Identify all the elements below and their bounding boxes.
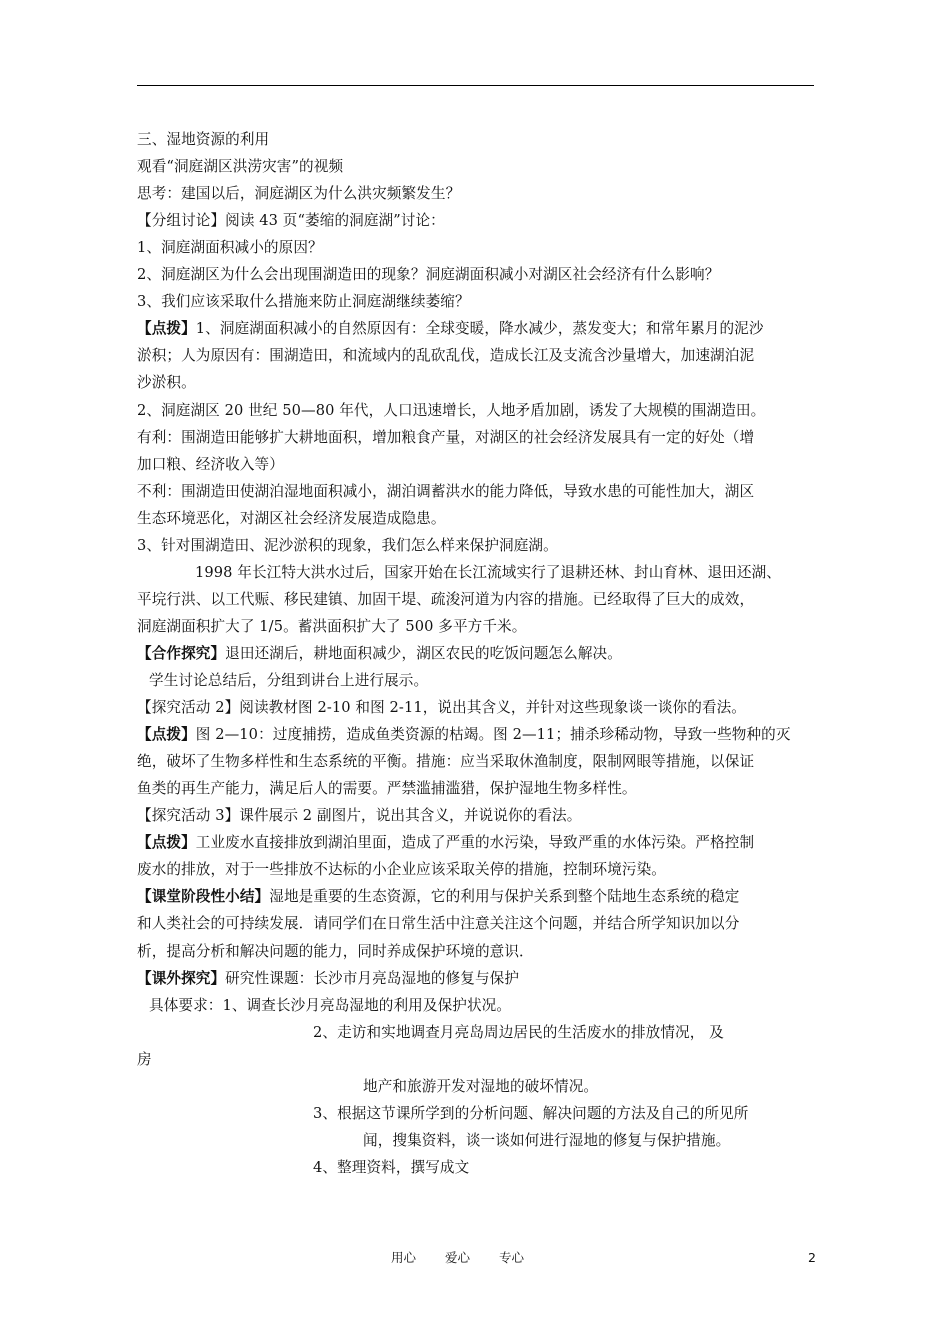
- text-segment: 3、针对围湖造田、泥沙淤积的现象，我们怎么样来保护洞庭湖。: [137, 536, 558, 554]
- text-segment: 平垸行洪、以工代赈、移民建镇、加固干堤、疏浚河道为内容的措施。已经取得了巨大的成效，: [137, 590, 755, 608]
- text-segment: 废水的排放，对于一些排放不达标的小企业应该采取关停的措施，控制环境污染。: [137, 861, 666, 879]
- text-segment: 和人类社会的可持续发展．请同学们在日常生活中注意关注这个问题，并结合所学知识加以分: [137, 915, 740, 933]
- text-segment: 生态环境恶化，对湖区社会经济发展造成隐患。: [137, 509, 446, 527]
- page-footer: [391, 1250, 549, 1266]
- text-line: [137, 883, 827, 911]
- text-segment: 研究性课题：长沙市月亮岛湿地的修复与保护: [225, 969, 520, 987]
- text-segment: 【探究活动 2】阅读教材图 2-10 和图 2-11，说出其含义，并针对这些现象谈一谈你的看法。: [137, 699, 746, 717]
- text-line: [137, 397, 827, 425]
- text-line: [137, 288, 827, 316]
- text-line: [313, 1154, 950, 1182]
- text-segment: 房: [137, 1050, 152, 1068]
- text-segment: 绝，破坏了生物多样性和生态系统的平衡。措施：应当采取休渔制度，限制网眼等措施，以保证: [137, 753, 755, 771]
- text-segment: 【探究活动 3】课件展示 2 副图片，说出其含义，并说说你的看法。: [137, 807, 582, 825]
- text-segment: 具体要求：1、调查长沙月亮岛湿地的利用及保护状况。: [149, 996, 512, 1014]
- text-segment: 淤积；人为原因有：围湖造田，和流域内的乱砍乱伐，造成长江及支流含沙量增大，加速湖泊泥: [137, 347, 755, 365]
- text-line: [137, 207, 827, 235]
- text-segment: 洞庭湖面积扩大了 1/5。蓄洪面积扩大了 500 多平方千米。: [137, 617, 527, 635]
- text-line: [137, 369, 827, 397]
- text-segment: 湿地是重要的生态资源，它的利用与保护关系到整个陆地生态系统的稳定: [269, 888, 740, 906]
- text-line: [137, 775, 827, 803]
- text-line: [195, 559, 885, 587]
- text-segment: 1998 年长江特大洪水过后，国家开始在长江流域实行了退耕还林、封山育林、退田还湖、: [195, 563, 781, 581]
- text-segment: 3、根据这节课所学到的分析问题、解决问题的方法及自己的所见所: [313, 1104, 749, 1122]
- text-segment: 工业废水直接排放到湖泊里面，造成了严重的水污染，导致严重的水体污染。严格控制: [195, 834, 755, 852]
- page-number: 2: [808, 1250, 816, 1265]
- text-line: [137, 126, 827, 154]
- text-segment: 学生讨论总结后，分组到讲台上进行展示。: [149, 672, 429, 689]
- text-line: [149, 992, 839, 1020]
- text-line: [137, 342, 827, 370]
- bracket-heading: 【点拨】: [137, 834, 196, 852]
- text-segment: 不利：围湖造田使湖泊湿地面积减小，湖泊调蓄洪水的能力降低，导致水患的可能性加大，湖区: [137, 482, 755, 500]
- text-line: [137, 153, 827, 181]
- text-line: [137, 586, 827, 614]
- text-line: [137, 721, 827, 749]
- text-line: [363, 1127, 950, 1155]
- text-segment: 2、走访和实地调查月亮岛周边居民的生活废水的排放情况， 及: [313, 1023, 724, 1041]
- text-segment: 析，提高分析和解决问题的能力，同时养成保护环境的意识．: [137, 942, 534, 960]
- text-segment: 2、洞庭湖区 20 世纪 50—80 年代，人口迅速增长，人地矛盾加剧，诱发了大规模的围湖造田。: [137, 401, 766, 419]
- text-segment: 退田还湖后，耕地面积减少，湖区农民的吃饭问题怎么解决。: [225, 644, 622, 662]
- bracket-heading: 【点拨】: [137, 726, 196, 744]
- text-segment: 1、洞庭湖面积减小的自然原因有：全球变暖，降水减少，蒸发变大；和常年累月的泥沙: [195, 320, 764, 338]
- text-segment: 观看“洞庭湖区洪涝灾害”的视频: [137, 158, 344, 176]
- text-line: [137, 532, 827, 560]
- text-line: [137, 910, 827, 938]
- footer-motto-1: 用心: [391, 1250, 417, 1265]
- text-line: [313, 1019, 950, 1047]
- text-line: [137, 234, 827, 262]
- footer-motto-3: 专心: [499, 1250, 525, 1265]
- text-segment: 沙淤积。: [137, 374, 196, 392]
- bracket-heading: 【课外探究】: [137, 969, 226, 987]
- text-segment: 闻，搜集资料，谈一谈如何进行湿地的修复与保护措施。: [363, 1131, 731, 1149]
- bracket-heading: 【合作探究】: [137, 644, 226, 662]
- text-segment: 三、湿地资源的利用: [137, 131, 270, 148]
- text-line: [137, 640, 827, 668]
- text-segment: 加口粮、经济收入等）: [137, 455, 284, 473]
- bracket-heading: 【点拨】: [137, 320, 196, 338]
- text-line: [137, 180, 827, 208]
- text-line: [137, 938, 827, 966]
- text-segment: 鱼类的再生产能力，满足后人的需要。严禁滥捕滥猎，保护湿地生物多样性。: [137, 780, 637, 798]
- text-line: [137, 829, 827, 857]
- text-segment: 1、洞庭湖面积减小的原因？: [137, 239, 323, 257]
- header-rule: [137, 85, 814, 86]
- text-line: [137, 478, 827, 506]
- text-line: [137, 694, 827, 722]
- text-line: [137, 261, 827, 289]
- text-line: [313, 1100, 950, 1128]
- text-segment: 有利：围湖造田能够扩大耕地面积，增加粮食产量，对湖区的社会经济发展具有一定的好处（增: [137, 428, 755, 446]
- text-segment: 4、整理资料，撰写成文: [313, 1158, 470, 1176]
- text-line: [137, 613, 827, 641]
- text-line: [137, 802, 827, 830]
- text-line: [137, 965, 827, 993]
- text-segment: 思考：建国以后，洞庭湖区为什么洪灾频繁发生？: [137, 185, 461, 203]
- text-segment: 2、洞庭湖区为什么会出现围湖造田的现象？洞庭湖面积减小对湖区社会经济有什么影响？: [137, 266, 720, 284]
- text-line: [137, 1046, 827, 1074]
- text-line: [137, 315, 827, 343]
- bracket-heading: 【课堂阶段性小结】: [137, 888, 270, 906]
- text-line: [363, 1073, 950, 1101]
- text-segment: 3、我们应该采取什么措施来防止洞庭湖继续萎缩？: [137, 293, 470, 311]
- text-line: [137, 505, 827, 533]
- text-line: [137, 856, 827, 884]
- text-line: [149, 667, 839, 695]
- footer-motto-2: 爱心: [445, 1250, 471, 1265]
- text-segment: 地产和旅游开发对湿地的破坏情况。: [363, 1077, 599, 1095]
- text-segment: 【分组讨论】阅读 43 页“萎缩的洞庭湖”讨论：: [137, 212, 445, 230]
- text-line: [137, 424, 827, 452]
- text-segment: 图 2—10：过度捕捞，造成鱼类资源的枯竭。图 2—11；捕杀珍稀动物，导致一些物种的灭: [195, 726, 791, 744]
- text-line: [137, 451, 827, 479]
- text-line: [137, 748, 827, 776]
